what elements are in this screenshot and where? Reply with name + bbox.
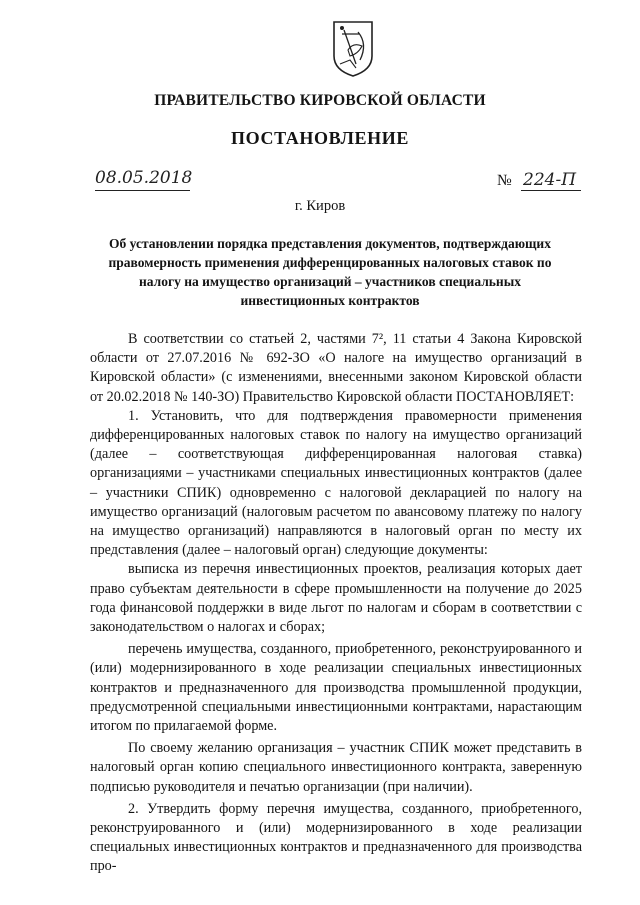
paragraph-1: 1. Установить, что для подтверждения правомерности применения дифференцированных налоговых ставок по налогу на имущество организаций (далее – соответствующая дифференцированная налоговая ставка) организациями – участниками специальных инвестиционных контрактов (далее – участники СПИК) одновременно с налоговой декларацией по налогу на имущество организаций (налоговым расчетом по авансовому платежу по налогу на имущество организаций) направляются в налоговый орган по месту их представления (далее – налоговый орган) следующие документы:: [90, 407, 582, 559]
paragraph-1-note: По своему желанию организация – участник СПИК может представить в налоговый орган копию специального инвестиционного контракта, заверенную подписью руководителя и печатью организации (при наличии).: [90, 740, 582, 795]
preamble-paragraph: В соответствии со статьей 2, частями 7², 11 статьи 4 Закона Кировской области от 27.07.2016 № 692-ЗО «О налоге на имущество организаций в Кировской области» (с изменениями, внесенными законом Кировской области от 20.02.2018 № 140-ЗО) Правительство Кировской области ПОСТАНОВЛЯЕТ:: [90, 331, 582, 405]
document-title: Об установлении порядка представления документов, подтверждающих правомерность применения дифференцированных налоговых ставок по налогу на имущество организаций – участников специальных инвестиционных контрактов: [108, 236, 552, 308]
city: г. Киров: [294, 198, 346, 214]
decree-number: 224-П: [523, 170, 577, 190]
paragraph-2: 2. Утвердить форму перечня имущества, созданного, приобретенного, реконструированного и (или) модернизированного в ходе реализации специальных инвестиционных контрактов и предназначенного для производства про-: [90, 800, 582, 875]
number-sign: №: [497, 172, 512, 189]
paragraph-1-item-2: перечень имущества, созданного, приобретенного, реконструированного и (или) модернизированного в ходе реализации специальных инвестиционных контрактов и предназначенного для производства промышленной продукции, предусмотренной специальными инвестиционными контрактами, нарастающим итогом по прилагаемой форме.: [90, 641, 582, 735]
date-underline: [95, 190, 190, 191]
document-body: [90, 330, 582, 880]
decree-date: 08.05.2018: [95, 168, 193, 188]
paragraph-1-item-1: выписка из перечня инвестиционных проектов, реализация которых дает право субъектам деятельности в сфере промышленности на получение до 2025 года финансовой поддержки в виде льгот по налогам и сборам в соответствии с законодательством о налогах и сборах;: [90, 561, 582, 636]
government-name: ПРАВИТЕЛЬСТВО КИРОВСКОЙ ОБЛАСТИ: [154, 92, 486, 109]
document-type: ПОСТАНОВЛЕНИЕ: [231, 128, 409, 148]
coat-of-arms-icon: [330, 20, 376, 78]
number-underline: [521, 190, 581, 191]
